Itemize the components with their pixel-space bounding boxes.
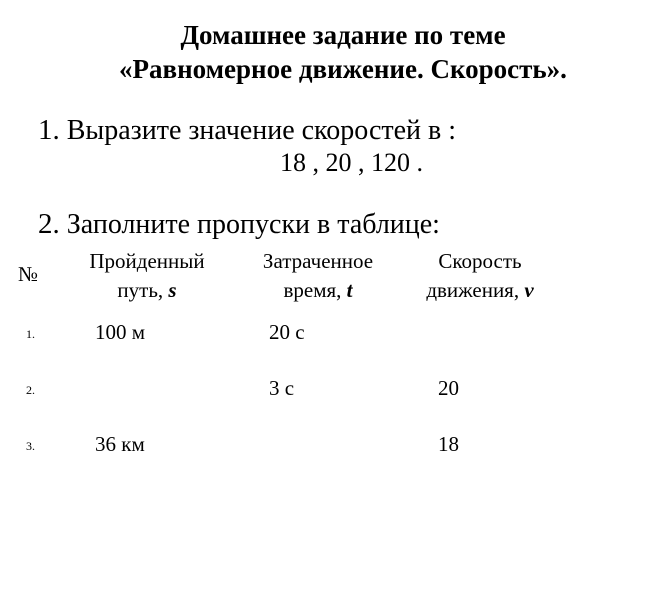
table-row-2-num: 2. [26,383,35,397]
table-row-1-time: 20 с [269,320,305,344]
task-2 [38,208,440,241]
table-row-3-speed: 18 [438,432,459,456]
page-title [0,18,656,86]
table-header-num: № [18,262,39,286]
header-speed-symbol: v [524,278,534,302]
table-header-distance [72,247,222,305]
table-header-speed [405,247,555,305]
table-row-2-speed: 20 [438,376,459,400]
task-1-values: 18 , 20 , 120 . [280,148,423,177]
table-row-3-distance: 36 км [95,432,145,456]
header-distance-line2: путь, [117,278,164,302]
title-line-2: «Равномерное движение. Скорость». [119,54,567,84]
table-header-time [243,247,393,305]
header-distance-symbol: s [168,278,177,302]
header-speed-line1: Скорость [438,249,522,273]
task-2-text: Заполните пропуски в таблице: [66,209,440,240]
header-time-line2: время, [283,278,342,302]
table-row-1-num: 1. [26,327,35,341]
task-2-number: 2. [38,208,60,240]
header-distance-line1: Пройденный [89,249,205,273]
task-1 [38,114,456,147]
task-1-text: Выразите значение скоростей в : [66,115,457,146]
task-1-number: 1. [38,114,60,146]
header-time-line1: Затраченное [262,249,374,273]
header-speed-line2: движения, [426,278,520,302]
table-row-3-num: 3. [26,439,35,453]
title-line-1: Домашнее задание по теме [180,20,506,50]
table-row-1-distance: 100 м [95,320,146,344]
table-row-2-time: 3 с [269,376,295,400]
header-time-symbol: t [346,278,353,302]
